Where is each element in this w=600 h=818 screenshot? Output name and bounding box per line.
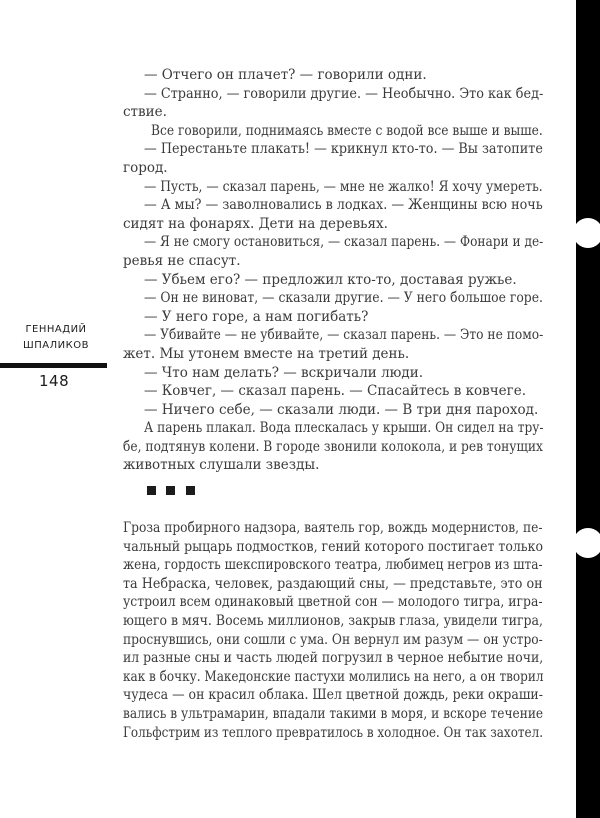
story-line: — Ничего себе, — сказали люди. — В три дня пароход. [144, 401, 539, 418]
story-line: ревья не спасут. [123, 252, 241, 269]
story-line: Все говорили, поднимаясь вместе с водой все выше и выше. [151, 122, 543, 139]
section-separator [140, 486, 210, 498]
paragraph-line: проснувшись, они сошли с ума. Он вернул им разум — он устро- [123, 631, 543, 648]
page-edge-black-band [576, 0, 600, 818]
story-line: жет. Мы утонем вместе на третий день. [123, 345, 410, 362]
running-head-author [0, 322, 112, 354]
paragraph-line: чальный рыцарь подмостков, гений которого постигает только [123, 538, 543, 555]
paragraph-line: Гроза пробирного надзора, ваятель гор, вождь модернистов, пе- [123, 520, 543, 536]
story-line: — Перестаньте плакать! — крикнул кто-то. — Вы затопите [144, 141, 543, 158]
story-line: сидят на фонарях. Дети на деревьях. [123, 215, 388, 232]
separator-square [147, 486, 156, 495]
story-line: — Он не виноват, — сказали другие. — У него большое горе. [144, 290, 543, 307]
author-first-name: ГЕННАДИЙ [25, 324, 87, 335]
story-line: А парень плакал. Вода плескалась у крыши. Он сидел на тру- [144, 420, 544, 437]
story-line: животных слушали звезды. [123, 457, 320, 474]
paragraph-line: как в бочку. Македонские пастухи молились на него, а он творил [123, 668, 544, 685]
story-line: — Убьем его? — предложил кто-то, доставая ружье. [144, 271, 517, 288]
author-last-name: ШПАЛИКОВ [23, 340, 89, 351]
story-line: — Пусть, — сказал парень, — мне не жалко! Я хочу умереть. [144, 178, 543, 195]
paragraph-line: та Небраска, человек, раздающий сны, — представьте, это он [123, 575, 543, 592]
punch-hole-upper [573, 218, 600, 248]
story-line: бе, подтянув колени. В городе звонили колокола, и рев тонущих [123, 438, 543, 455]
paragraph-line: чудеса — он красил облака. Шел цветной дождь, реки окраши- [123, 687, 543, 704]
paragraph-line: устроил всем одинаковый цветной сон — молодого тигра, игра- [123, 594, 543, 611]
story-line: — Отчего он плачет? — говорили одни. [144, 67, 427, 83]
punch-hole-lower [573, 528, 600, 558]
paragraph-line: вались в ультрамарин, впадали такими в моря, и вскоре течение [123, 705, 544, 722]
story-line: — Я не смогу остановиться, — сказал парень. — Фонари и де- [144, 234, 544, 251]
story-line: ствие. [123, 104, 167, 121]
paragraph-line: ил разные сны и часть людей погрузил в черное небытие ночи, [123, 650, 544, 667]
story-text [123, 66, 543, 475]
story-line: — Странно, — говорили другие. — Необычно. Это как бед- [144, 85, 544, 102]
page-number-rule [0, 363, 107, 368]
separator-square [166, 486, 175, 495]
paragraph-line: жена, гордость шекспировского театра, любимец негров из шта- [123, 557, 543, 574]
story-line: — А мы? — заволновались в лодках. — Женщины всю ночь [144, 197, 543, 214]
story-line: — Ковчег, — сказал парень. — Спасайтесь в ковчеге. [144, 383, 527, 400]
story-line: — Убивайте — не убивайте, — сказал парень. — Это не помо- [144, 327, 544, 344]
paragraph-line: Гольфстрим из теплого превратилось в холодное. Он так захотел. [123, 724, 544, 741]
story-line: — Что нам делать? — вскричали люди. [144, 364, 424, 381]
story-line: — У него горе, а нам погибать? [144, 308, 369, 325]
paragraph-line: ющего в мяч. Восемь миллионов, закрыв глаза, увидели тигра, [123, 612, 544, 629]
separator-square [186, 486, 195, 495]
page-number: 148 [39, 372, 70, 390]
second-section-text [123, 519, 543, 742]
story-line: город. [123, 159, 168, 176]
